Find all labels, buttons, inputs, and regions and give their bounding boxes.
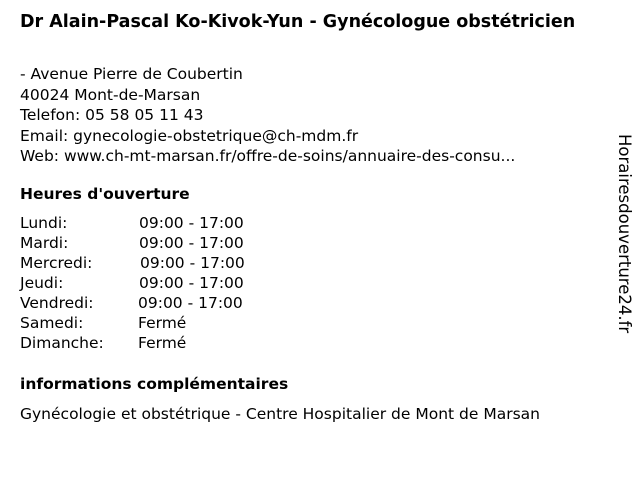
phone-label: Telefon: bbox=[20, 106, 81, 124]
website-link[interactable]: www.ch-mt-marsan.fr/offre-de-soins/annuaire-des-consu... bbox=[63, 147, 516, 165]
additional-info-heading: informations complémentaires bbox=[20, 375, 289, 393]
day-label: Dimanche: bbox=[20, 334, 104, 352]
hours-row-wednesday bbox=[20, 253, 320, 273]
phone-line bbox=[20, 105, 610, 126]
hours-row-friday bbox=[20, 293, 320, 313]
hours-row-tuesday bbox=[20, 233, 320, 253]
day-hours: 09:00 - 17:00 bbox=[139, 234, 244, 252]
hours-row-sunday bbox=[20, 333, 320, 353]
street-address: - Avenue Pierre de Coubertin bbox=[20, 65, 243, 83]
day-label: Mardi: bbox=[20, 234, 69, 252]
day-hours: Fermé bbox=[138, 314, 187, 332]
day-hours: 09:00 - 17:00 bbox=[140, 254, 245, 272]
day-hours: 09:00 - 17:00 bbox=[138, 294, 243, 312]
contact-block bbox=[20, 64, 610, 167]
site-watermark: Horairesdouverture24.fr bbox=[615, 134, 634, 334]
web-line bbox=[20, 146, 610, 167]
day-label: Mercredi: bbox=[20, 254, 93, 272]
day-label: Samedi: bbox=[20, 314, 84, 332]
hours-row-monday bbox=[20, 213, 320, 233]
email-label: Email: bbox=[20, 126, 69, 145]
city-postal: 40024 Mont-de-Marsan bbox=[20, 85, 201, 104]
web-label: Web: bbox=[20, 147, 60, 165]
hours-row-saturday bbox=[20, 313, 320, 333]
day-hours: 09:00 - 17:00 bbox=[139, 214, 244, 232]
opening-hours-table bbox=[20, 213, 320, 353]
opening-hours-heading: Heures d'ouverture bbox=[20, 185, 190, 203]
day-label: Jeudi: bbox=[20, 274, 64, 292]
email-line bbox=[20, 126, 610, 147]
page-title: Dr Alain-Pascal Ko-Kivok-Yun - Gynécologue obstétricien bbox=[20, 12, 576, 32]
phone-number[interactable]: 05 58 05 11 43 bbox=[85, 106, 204, 124]
email-address[interactable]: gynecologie-obstetrique@ch-mdm.fr bbox=[73, 126, 359, 145]
additional-info-text: Gynécologie et obstétrique - Centre Hospitalier de Mont de Marsan bbox=[20, 405, 540, 423]
day-hours: Fermé bbox=[138, 334, 187, 352]
hours-row-thursday bbox=[20, 273, 320, 293]
day-hours: 09:00 - 17:00 bbox=[139, 274, 244, 292]
day-label: Lundi: bbox=[20, 214, 68, 232]
day-label: Vendredi: bbox=[20, 294, 94, 312]
